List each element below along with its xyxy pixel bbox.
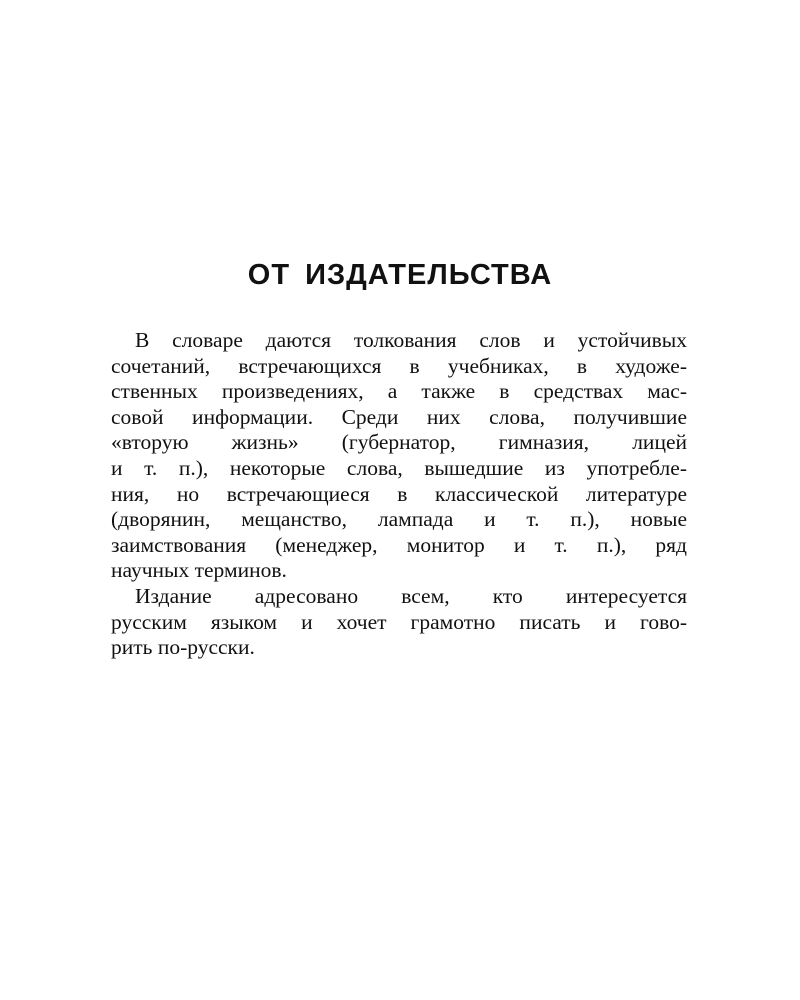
text-line: сочетаний, встречающихся в учебниках, в художе- <box>111 353 687 378</box>
text-line: совой информации. Среди них слова, получившие <box>111 404 687 429</box>
text-line: русским языком и хочет грамотно писать и гово- <box>111 609 687 634</box>
text-line: В словаре даются толкования слов и устойчивых <box>135 328 687 352</box>
text-line: ственных произведениях, а также в средствах мас- <box>111 379 687 404</box>
text-line: Издание адресовано всем, кто интересуется <box>135 583 687 608</box>
text-line: ния, но встречающиеся в классической литературе <box>111 481 687 506</box>
text-line: и т. п.), некоторые слова, вышедшие из употребле- <box>111 455 687 480</box>
text-line: заимствования (менеджер, монитор и т. п.), ряд <box>111 532 687 557</box>
text-line: (дворянин, мещанство, лампада и т. п.), новые <box>111 507 687 532</box>
paragraph-1 <box>111 328 687 584</box>
text-line: рить по-русски. <box>111 635 255 660</box>
text-line: «вторую жизнь» (губернатор, гимназия, лицей <box>111 430 687 455</box>
preface-text <box>111 328 687 661</box>
paragraph-2 <box>111 584 687 661</box>
text-line: научных терминов. <box>111 558 287 583</box>
page-heading: ОТ ИЗДАТЕЛЬСТВА <box>247 259 553 291</box>
